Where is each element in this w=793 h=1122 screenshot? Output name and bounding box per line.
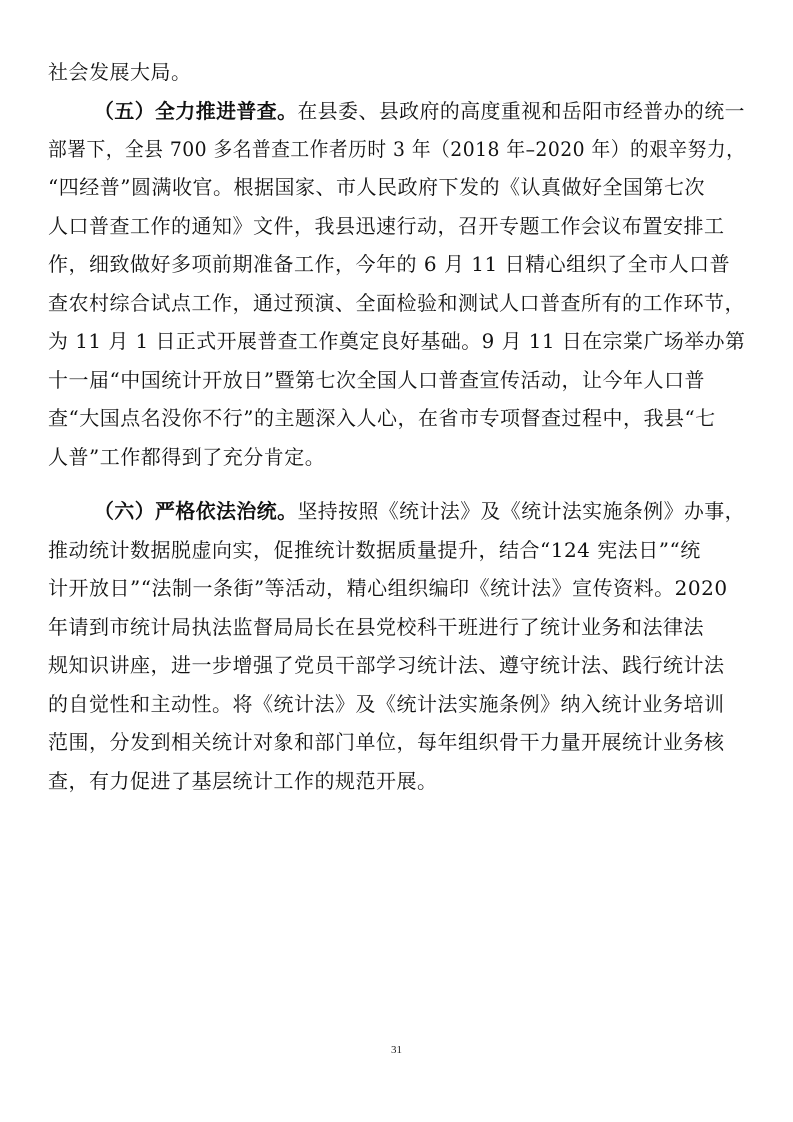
body-line	[48, 177, 705, 197]
line-text: 查农村综合试点工作，通过预演、全面检验和测试人口普查所有的工作环节，	[48, 291, 745, 315]
body-line	[48, 293, 745, 313]
body-line	[48, 408, 716, 428]
line-text: 推动统计数据脱虚向实，促推统计数据质量提升，结合“124 宪法日”“统	[48, 538, 701, 562]
body-line	[48, 771, 438, 791]
page-number: 31	[391, 1044, 402, 1056]
line-text: 部署下，全县 700 多名普查工作者历时 3 年（2018 年–2020 年）的艰辛努力，	[48, 137, 746, 161]
line-text: 作，细致做好多项前期准备工作，今年的 6 月 11 日精心组织了全市人口普	[48, 252, 731, 276]
section-heading-line	[94, 501, 745, 521]
section-heading: （六）严格依法治统。	[94, 499, 298, 523]
body-line	[48, 694, 725, 714]
body-line	[48, 331, 745, 351]
line-text: 坚持按照《统计法》及《统计法实施条例》办事，	[297, 499, 746, 523]
line-text: 规知识讲座，进一步增强了党员干部学习统计法、遵守统计法、践行统计法	[48, 653, 725, 677]
line-text: 的自觉性和主动性。将《统计法》及《统计法实施条例》纳入统计业务培训	[48, 692, 725, 716]
line-text: 查，有力促进了基层统计工作的规范开展。	[48, 769, 438, 793]
line-text: 范围，分发到相关统计对象和部门单位，每年组织骨干力量开展统计业务核	[48, 730, 725, 754]
body-line	[48, 447, 325, 467]
section-heading: （五）全力推进普查。	[94, 99, 298, 123]
body-line	[48, 216, 725, 236]
body-line	[48, 732, 725, 752]
line-text: 计开放日”“法制一条街”等活动，精心组织编印《统计法》宣传资料。2020	[48, 576, 728, 600]
line-text: 为 11 月 1 日正式开展普查工作奠定良好基础。9 月 11 日在宗棠广场举办第	[48, 329, 746, 353]
body-line	[48, 617, 704, 637]
line-text: 人普”工作都得到了充分肯定。	[48, 445, 326, 469]
line-text: 在县委、县政府的高度重视和岳阳市经普办的统一	[297, 99, 746, 123]
section-heading-line	[94, 101, 745, 121]
body-line	[48, 139, 745, 159]
body-line	[48, 578, 728, 598]
line-text: 人口普查工作的通知》文件，我县迅速行动，召开专题工作会议布置安排工	[48, 214, 725, 238]
line-text: 年请到市统计局执法监督局局长在县党校科干班进行了统计业务和法律法	[48, 615, 704, 639]
body-line	[48, 540, 701, 560]
body-line	[48, 254, 730, 274]
body-line	[48, 62, 192, 82]
body-line	[48, 370, 705, 390]
line-text: 十一届“中国统计开放日”暨第七次全国人口普查宣传活动，让今年人口普	[48, 368, 705, 392]
body-line	[48, 655, 725, 675]
line-text: 社会发展大局。	[48, 60, 192, 84]
line-text: 查“大国点名没你不行”的主题深入人心，在省市专项督查过程中，我县“七	[48, 406, 716, 430]
line-text: “四经普”圆满收官。根据国家、市人民政府下发的《认真做好全国第七次	[48, 175, 705, 199]
